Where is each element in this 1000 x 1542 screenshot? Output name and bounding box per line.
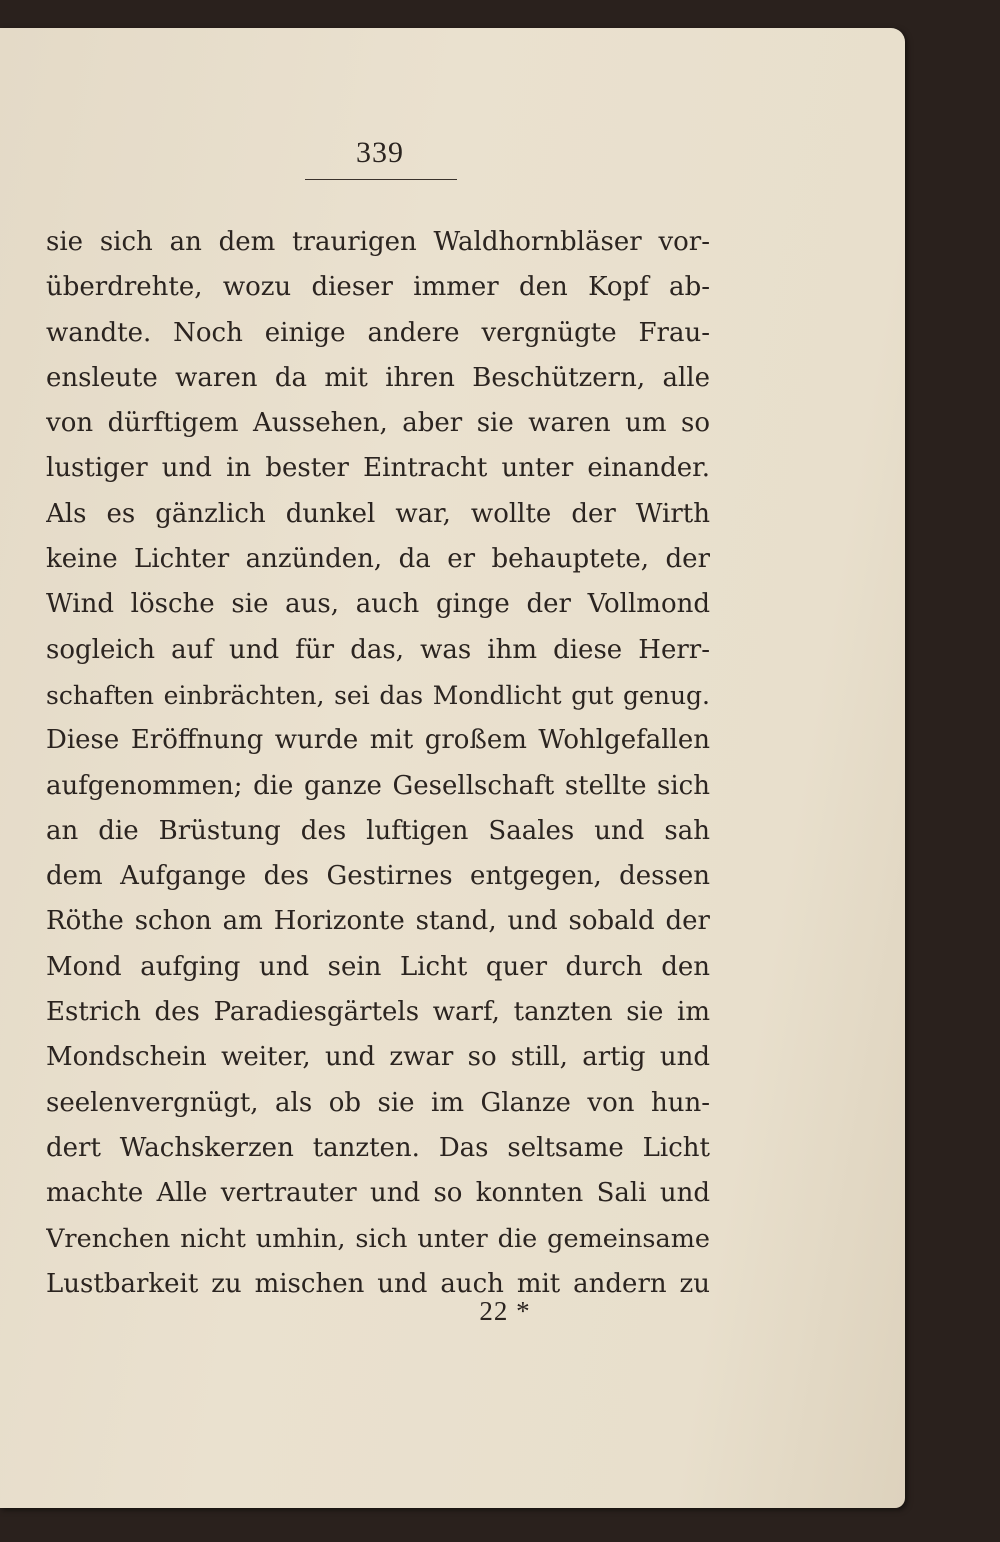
text-line: aufgenommen; die ganze Gesellschaft stellte sich	[46, 770, 710, 801]
text-line: Als es gänzlich dunkel war, wollte der Wirth	[46, 498, 710, 529]
text-line: Estrich des Paradiesgärtels warf, tanzten sie im	[46, 997, 710, 1028]
text-line: lustiger und in bester Eintracht unter einander.	[46, 453, 710, 484]
text-line: keine Lichter anzünden, da er behauptete, der	[46, 544, 710, 575]
text-line: Wind lösche sie aus, auch ginge der Vollmond	[46, 589, 710, 620]
text-line: ensleute waren da mit ihren Beschützern, alle	[46, 362, 710, 393]
text-line: Lustbarkeit zu mischen und auch mit andern zu	[46, 1268, 710, 1299]
text-line: überdrehte, wozu dieser immer den Kopf ab-	[46, 272, 710, 303]
text-line: sie sich an dem traurigen Waldhornbläser vor-	[46, 227, 710, 257]
text-line: dert Wachskerzen tanzten. Das seltsame Licht	[46, 1132, 710, 1163]
text-line: Diese Eröffnung wurde mit großem Wohlgefallen	[46, 725, 710, 756]
text-line: Röthe schon am Horizonte stand, und sobald der	[46, 906, 710, 937]
text-line: schaften einbrächten, sei das Mondlicht gut genug.	[46, 680, 710, 710]
body-text	[46, 220, 710, 1307]
text-line: sogleich auf und für das, was ihm diese Herr-	[46, 634, 710, 665]
page-number: 339	[356, 136, 404, 169]
signature-mark: 22 *	[479, 1296, 531, 1326]
text-line: Vrenchen nicht umhin, sich unter die gemeinsame	[46, 1223, 710, 1254]
header-rule	[305, 179, 457, 180]
text-line: Mondschein weiter, und zwar so still, artig und	[46, 1042, 710, 1073]
text-line: an die Brüstung des luftigen Saales und sah	[46, 815, 710, 846]
text-line: wandte. Noch einige andere vergnügte Frau-	[46, 317, 710, 348]
text-line: dem Aufgange des Gestirnes entgegen, dessen	[46, 861, 710, 892]
text-line: von dürftigem Aussehen, aber sie waren um so	[46, 408, 710, 439]
text-line: machte Alle vertrauter und so konnten Sali und	[46, 1178, 710, 1209]
text-line: seelenvergnügt, als ob sie im Glanze von hun-	[46, 1087, 710, 1118]
text-line: Mond aufging und sein Licht quer durch den	[46, 951, 710, 982]
